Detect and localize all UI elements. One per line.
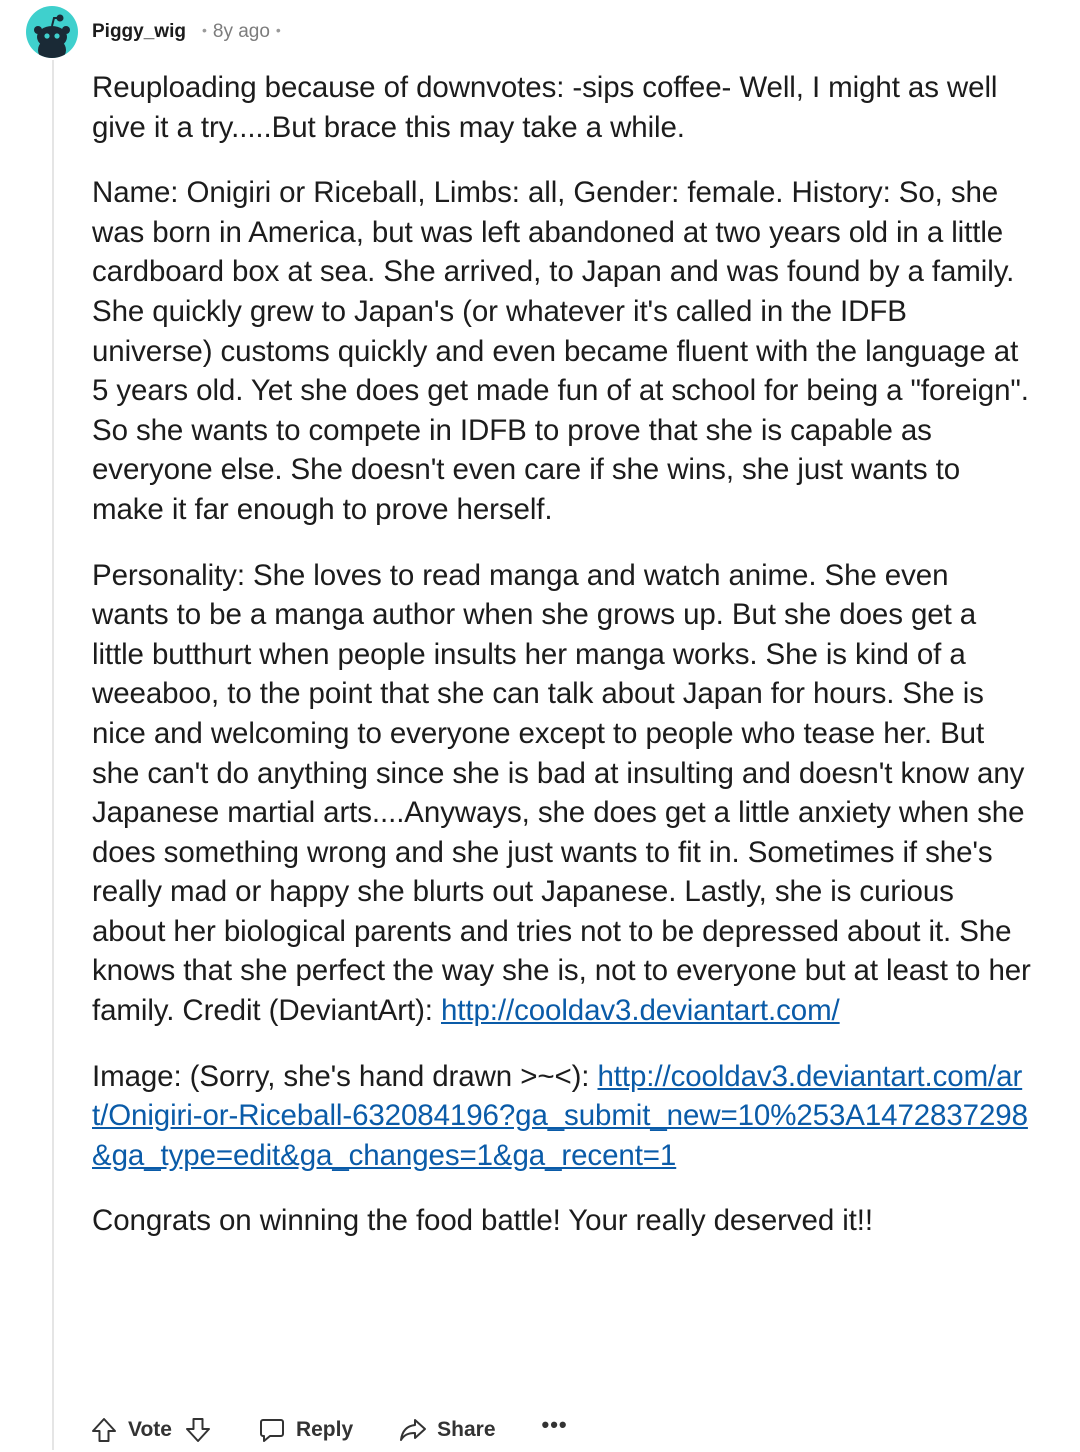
more-options-button[interactable]	[541, 1412, 568, 1443]
author-username[interactable]: Piggy_wig	[92, 21, 186, 42]
thread-line[interactable]	[52, 60, 54, 1450]
comment-meta	[196, 21, 287, 43]
ellipsis-icon: •••	[541, 1412, 568, 1437]
separator-dot: •	[201, 22, 207, 38]
share-arrow-icon	[399, 1416, 427, 1444]
vote-label: Vote	[128, 1418, 172, 1441]
comment-paragraph	[92, 68, 1032, 147]
paragraph-text: Congrats on winning the food battle! Your really deserved it!!	[92, 1204, 873, 1238]
paragraph-text: Name: Onigiri or Riceball, Limbs: all, Gender: female. History: So, she was born in America, but was left abandoned at two years old in a little cardboard box at sea. She arrived, to Japan and was found by a family. She quickly grew to Japan's (or whatever it's called in the IDFB universe) customs quickly and even became fluent with the language at 5 years old. Yet she does get made fun of at school for being a "foreign". So she wants to compete in IDFB to prove that she is capable as everyone else. She doesn't even care if she wins, she just wants to make it far enough to prove herself.	[92, 176, 1029, 526]
comment-paragraph	[92, 1201, 1032, 1241]
vote-control	[90, 1416, 212, 1444]
avatar[interactable]	[26, 6, 78, 58]
paragraph-text: Personality: She loves to read manga and watch anime. She even wants to be a manga author when she grows up. But she does get a little butthurt when people insults her manga works. She is kind of a weeaboo, to the point that she can talk about Japan for hours. She is nice and welcoming to everyone except to people who tease her. But she can't do anything since she is bad at insulting and doesn't know any Japanese martial arts....Anyways, she does get a little anxiety when she does something wrong and she just wants to fit in. Sometimes if she's really mad or happy she blurts out Japanese. Lastly, she is curious about her biological parents and tries not to be depressed about it. She knows that she perfect the way she is, not to everyone but at least to her family. Credit (DeviantArt):	[92, 558, 1031, 1028]
separator-dot: •	[275, 22, 281, 38]
image-link[interactable]: http://cooldav3.deviantart.com/art/Onigiri-or-Riceball-632084196?ga_submit_new=10%253A1472837298&ga_type=edit&ga_changes=1&ga_recent=1	[92, 1059, 1028, 1172]
comment-age: 8y ago	[212, 21, 270, 42]
share-button[interactable]	[399, 1416, 495, 1444]
share-label: Share	[437, 1418, 496, 1441]
comment-paragraph	[92, 556, 1032, 1031]
comment-header	[26, 6, 287, 58]
paragraph-text: Image: (Sorry, she's hand drawn >~<):	[92, 1059, 598, 1093]
comment-actions	[90, 1408, 568, 1452]
arrow-down-icon[interactable]	[184, 1416, 212, 1444]
reply-label: Reply	[295, 1418, 354, 1441]
reply-button[interactable]	[258, 1416, 353, 1444]
arrow-up-icon[interactable]	[90, 1416, 118, 1444]
comment-paragraph	[92, 173, 1032, 529]
speech-bubble-icon	[258, 1416, 286, 1444]
comment-body	[92, 68, 1032, 1267]
snoo-avatar-icon	[26, 6, 78, 58]
credit-link[interactable]: http://cooldav3.deviantart.com/	[440, 994, 840, 1028]
comment-paragraph	[92, 1057, 1032, 1176]
paragraph-text: Reuploading because of downvotes: -sips coffee- Well, I might as well give it a try.....But brace this may take a while.	[92, 71, 998, 144]
